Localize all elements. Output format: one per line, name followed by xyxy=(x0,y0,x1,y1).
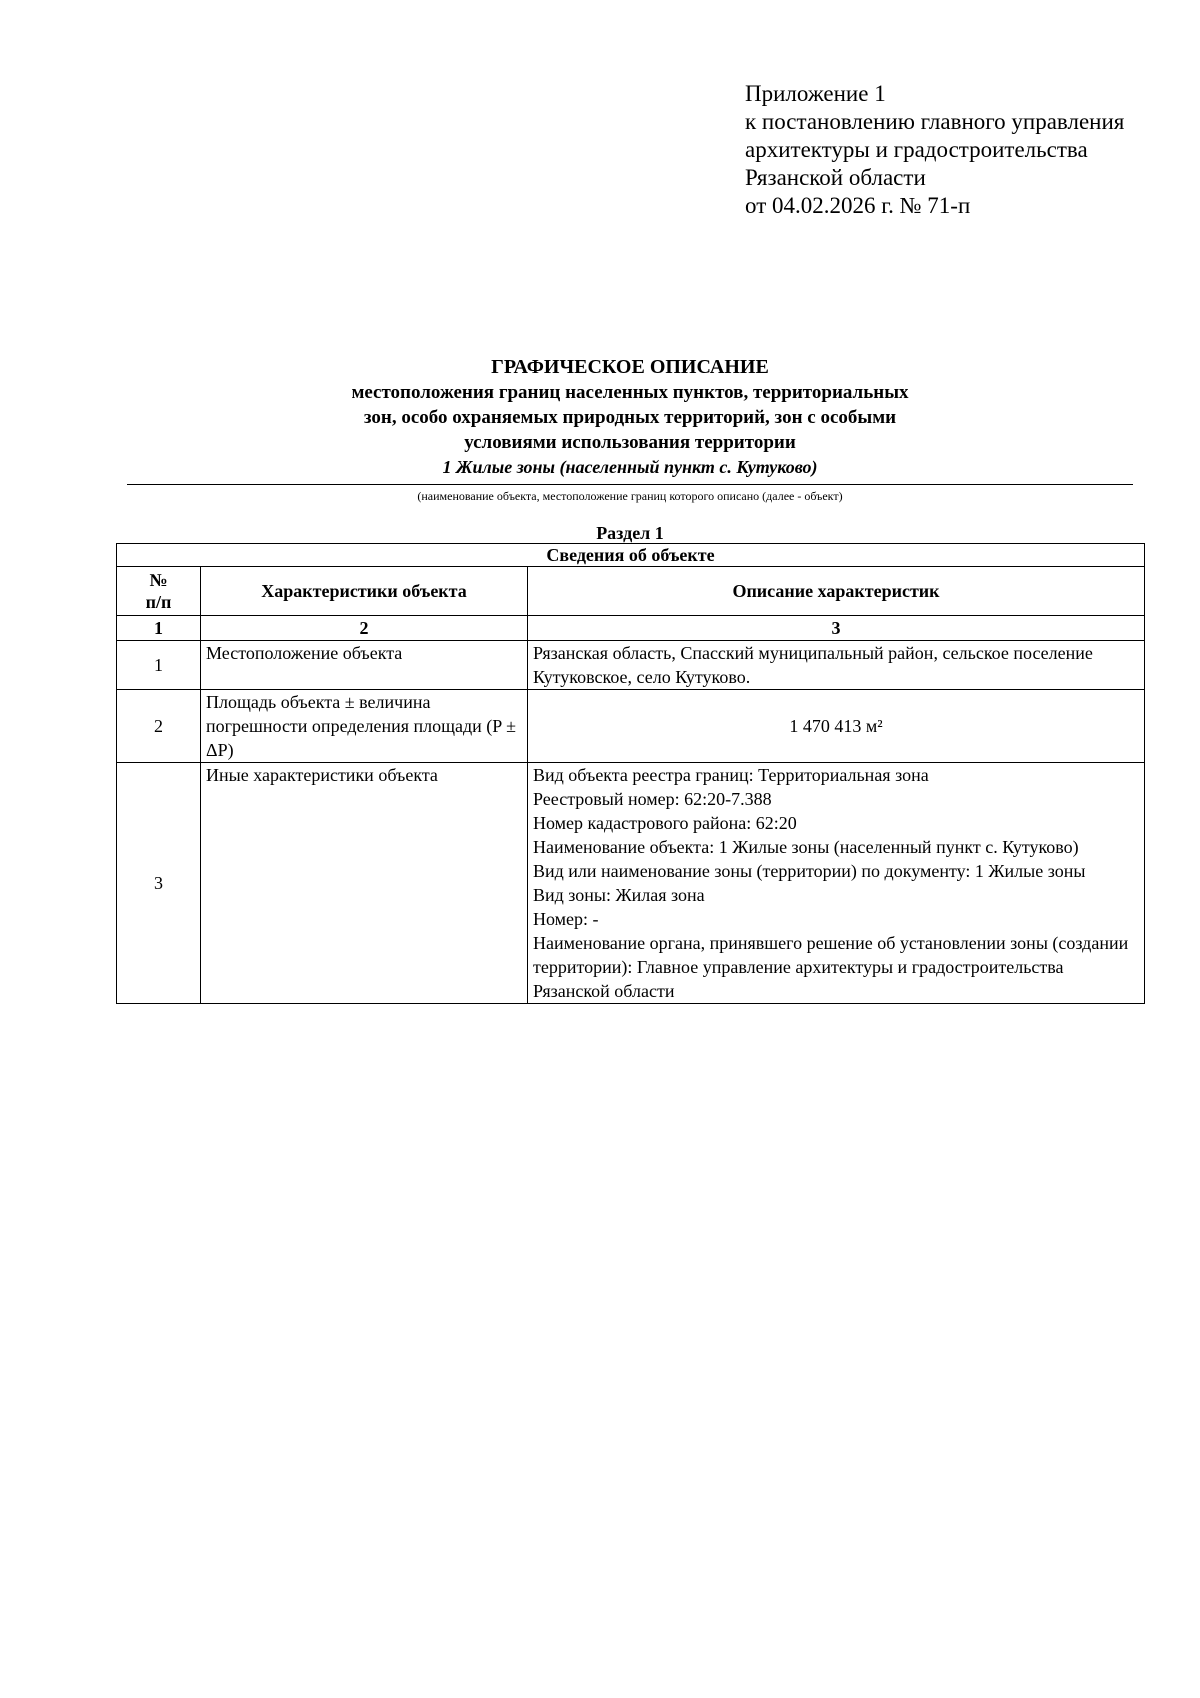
row-description: 1 470 413 м² xyxy=(528,690,1145,763)
column-number: 2 xyxy=(201,616,528,641)
description-line: Вид зоны: Жилая зона xyxy=(533,885,705,905)
object-info-table xyxy=(116,543,1145,1004)
appendix-line: Приложение 1 xyxy=(745,81,886,106)
object-name-caption: (наименование объекта, местоположение границ которого описано (далее - объект) xyxy=(417,489,843,503)
header-num-line2: п/п xyxy=(145,592,172,612)
document-subtitle-line: условиями использования территории xyxy=(464,432,796,453)
appendix-line: к постановлению главного управления xyxy=(745,109,1125,134)
object-name: 1 Жилые зоны (населенный пункт с. Кутуково) xyxy=(442,457,818,477)
row-num: 1 xyxy=(117,641,201,690)
document-subtitle-line: местоположения границ населенных пунктов, территориальных xyxy=(351,382,909,403)
description-line: Реестровый номер: 62:20-7.388 xyxy=(533,789,772,809)
description-line: Наименование органа, принявшего решение об установлении зоны (создании территории): Главное управление архитектуры и градостроительства Рязанской области xyxy=(533,933,1129,1001)
row-characteristic: Местоположение объекта xyxy=(201,641,528,690)
description-line: Наименование объекта: 1 Жилые зоны (населенный пункт с. Кутуково) xyxy=(533,837,1079,857)
row-description: Рязанская область, Спасский муниципальный район, сельское поселение Кутуковское, село Кутуково. xyxy=(528,641,1145,690)
document-title: ГРАФИЧЕСКОЕ ОПИСАНИЕ xyxy=(491,356,769,378)
table-row xyxy=(117,763,1145,1004)
row-characteristic: Иные характеристики объекта xyxy=(201,763,528,1004)
description-line: Вид объекта реестра границ: Территориальная зона xyxy=(533,765,929,785)
appendix-line: от 04.02.2026 г. № 71-п xyxy=(745,193,971,218)
header-description: Описание характеристик xyxy=(528,567,1145,616)
column-number: 1 xyxy=(117,616,201,641)
row-description-list xyxy=(528,763,1145,1004)
description-line: Номер кадастрового района: 62:20 xyxy=(533,813,797,833)
table-row xyxy=(117,690,1145,763)
row-characteristic: Площадь объекта ± величина погрешности определения площади (P ± ΔP) xyxy=(201,690,528,763)
header-num-line1: № xyxy=(149,570,168,590)
section-title: Раздел 1 xyxy=(596,523,664,543)
row-num: 3 xyxy=(117,763,201,1004)
row-num: 2 xyxy=(117,690,201,763)
table-row xyxy=(117,641,1145,690)
object-name-underline xyxy=(127,484,1133,485)
appendix-line: Рязанской области xyxy=(745,165,926,190)
document-title-block xyxy=(127,354,1133,479)
appendix-line: архитектуры и градостроительства xyxy=(745,137,1088,162)
appendix-block xyxy=(745,80,1124,220)
description-line: Вид или наименование зоны (территории) по документу: 1 Жилые зоны xyxy=(533,861,1086,881)
header-num xyxy=(117,567,201,616)
document-subtitle-line: зон, особо охраняемых природных территорий, зон с особыми xyxy=(363,407,897,428)
column-number: 3 xyxy=(528,616,1145,641)
header-characteristics: Характеристики объекта xyxy=(201,567,528,616)
description-line: Номер: - xyxy=(533,909,599,929)
table-title: Сведения об объекте xyxy=(117,544,1145,567)
